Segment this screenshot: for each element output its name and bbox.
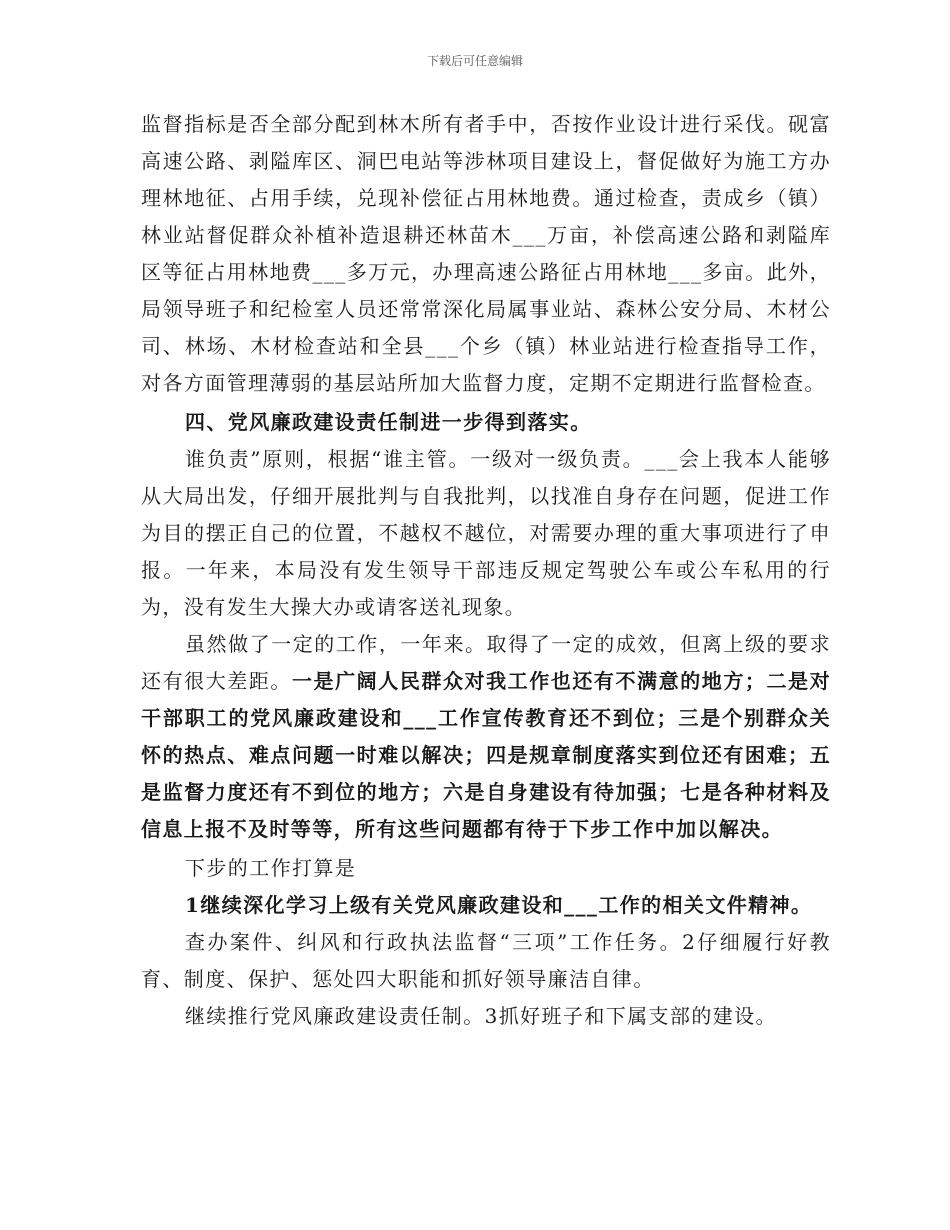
paragraph-shortcomings <box>141 626 831 848</box>
plan-item-1: 1继续深化学习上级有关党风廉政建设和___工作的相关文件精神。 <box>185 893 813 917</box>
document-body <box>141 106 831 1035</box>
section-heading-4: 四、党风廉政建设责任制进一步得到落实。 <box>185 410 592 434</box>
plan-item-3: 继续推行党风廉政建设责任制。3抓好班子和下属支部的建设。 <box>185 1004 777 1028</box>
paragraph-supervision: 监督指标是否全部分配到林木所有者手中，否按作业设计进行采伐。砚富高速公路、剥隘库区、洞巴电站等涉林项目建设上，督促做好为施工方办理林地征、占用手续，兑现补偿征占用林地费。通过检查，责成乡（镇）林业站督促群众补植补造退耕还林苗木___万亩，补偿高速公路和剥隘库区等征占用林地费___多万元，办理高速公路征占用林地___多亩。此外，局领导班子和纪检室人员还常常深化局属事业站、森林公安分局、木材公司、林场、木材检查站和全县___个乡（镇）林业站进行检查指导工作，对各方面管理薄弱的基层站所加大监督力度，定期不定期进行监督检查。 <box>141 112 831 395</box>
paragraph-responsibility: 谁负责”原则，根据“谁主管。一级对一级负责。___会上我本人能够从大局出发，仔细开展批判与自我批判，以找准自身存在问题，促进工作为目的摆正自己的位置，不越权不越位，对需要办理的重大事项进行了申报。一年来，本局没有发生领导干部违反规定驾驶公车或公车私用的行为，没有发生大操大办或请客送礼现象。 <box>141 447 831 619</box>
shortcomings-intro: 虽然做了一定的工作，一年来。取得了一定的成效，但离上级的要求还有很大差距。 <box>141 632 831 693</box>
plan-item-2: 查办案件、纠风和行政执法监督“三项”工作任务。2仔细履行好教育、制度、保护、惩处四大职能和抓好领导廉洁自律。 <box>141 930 831 991</box>
page-header: 下载后可任意编辑 <box>426 54 523 68</box>
shortcomings-list: 一是广阔人民群众对我工作也还有不满意的地方；二是对干部职工的党风廉政建设和___工作宣传教育还不到位；三是个别群众关怀的热点、难点问题一时难以解决；四是规章制度落实到位还有困难；五是监督力度还有不到位的地方；六是自身建设有待加强；七是各种材料及信息上报不及时等等，所有这些问题都有待于下步工作中加以解决。 <box>141 669 832 841</box>
paragraph-next-plan-title: 下步的工作打算是 <box>185 856 357 880</box>
